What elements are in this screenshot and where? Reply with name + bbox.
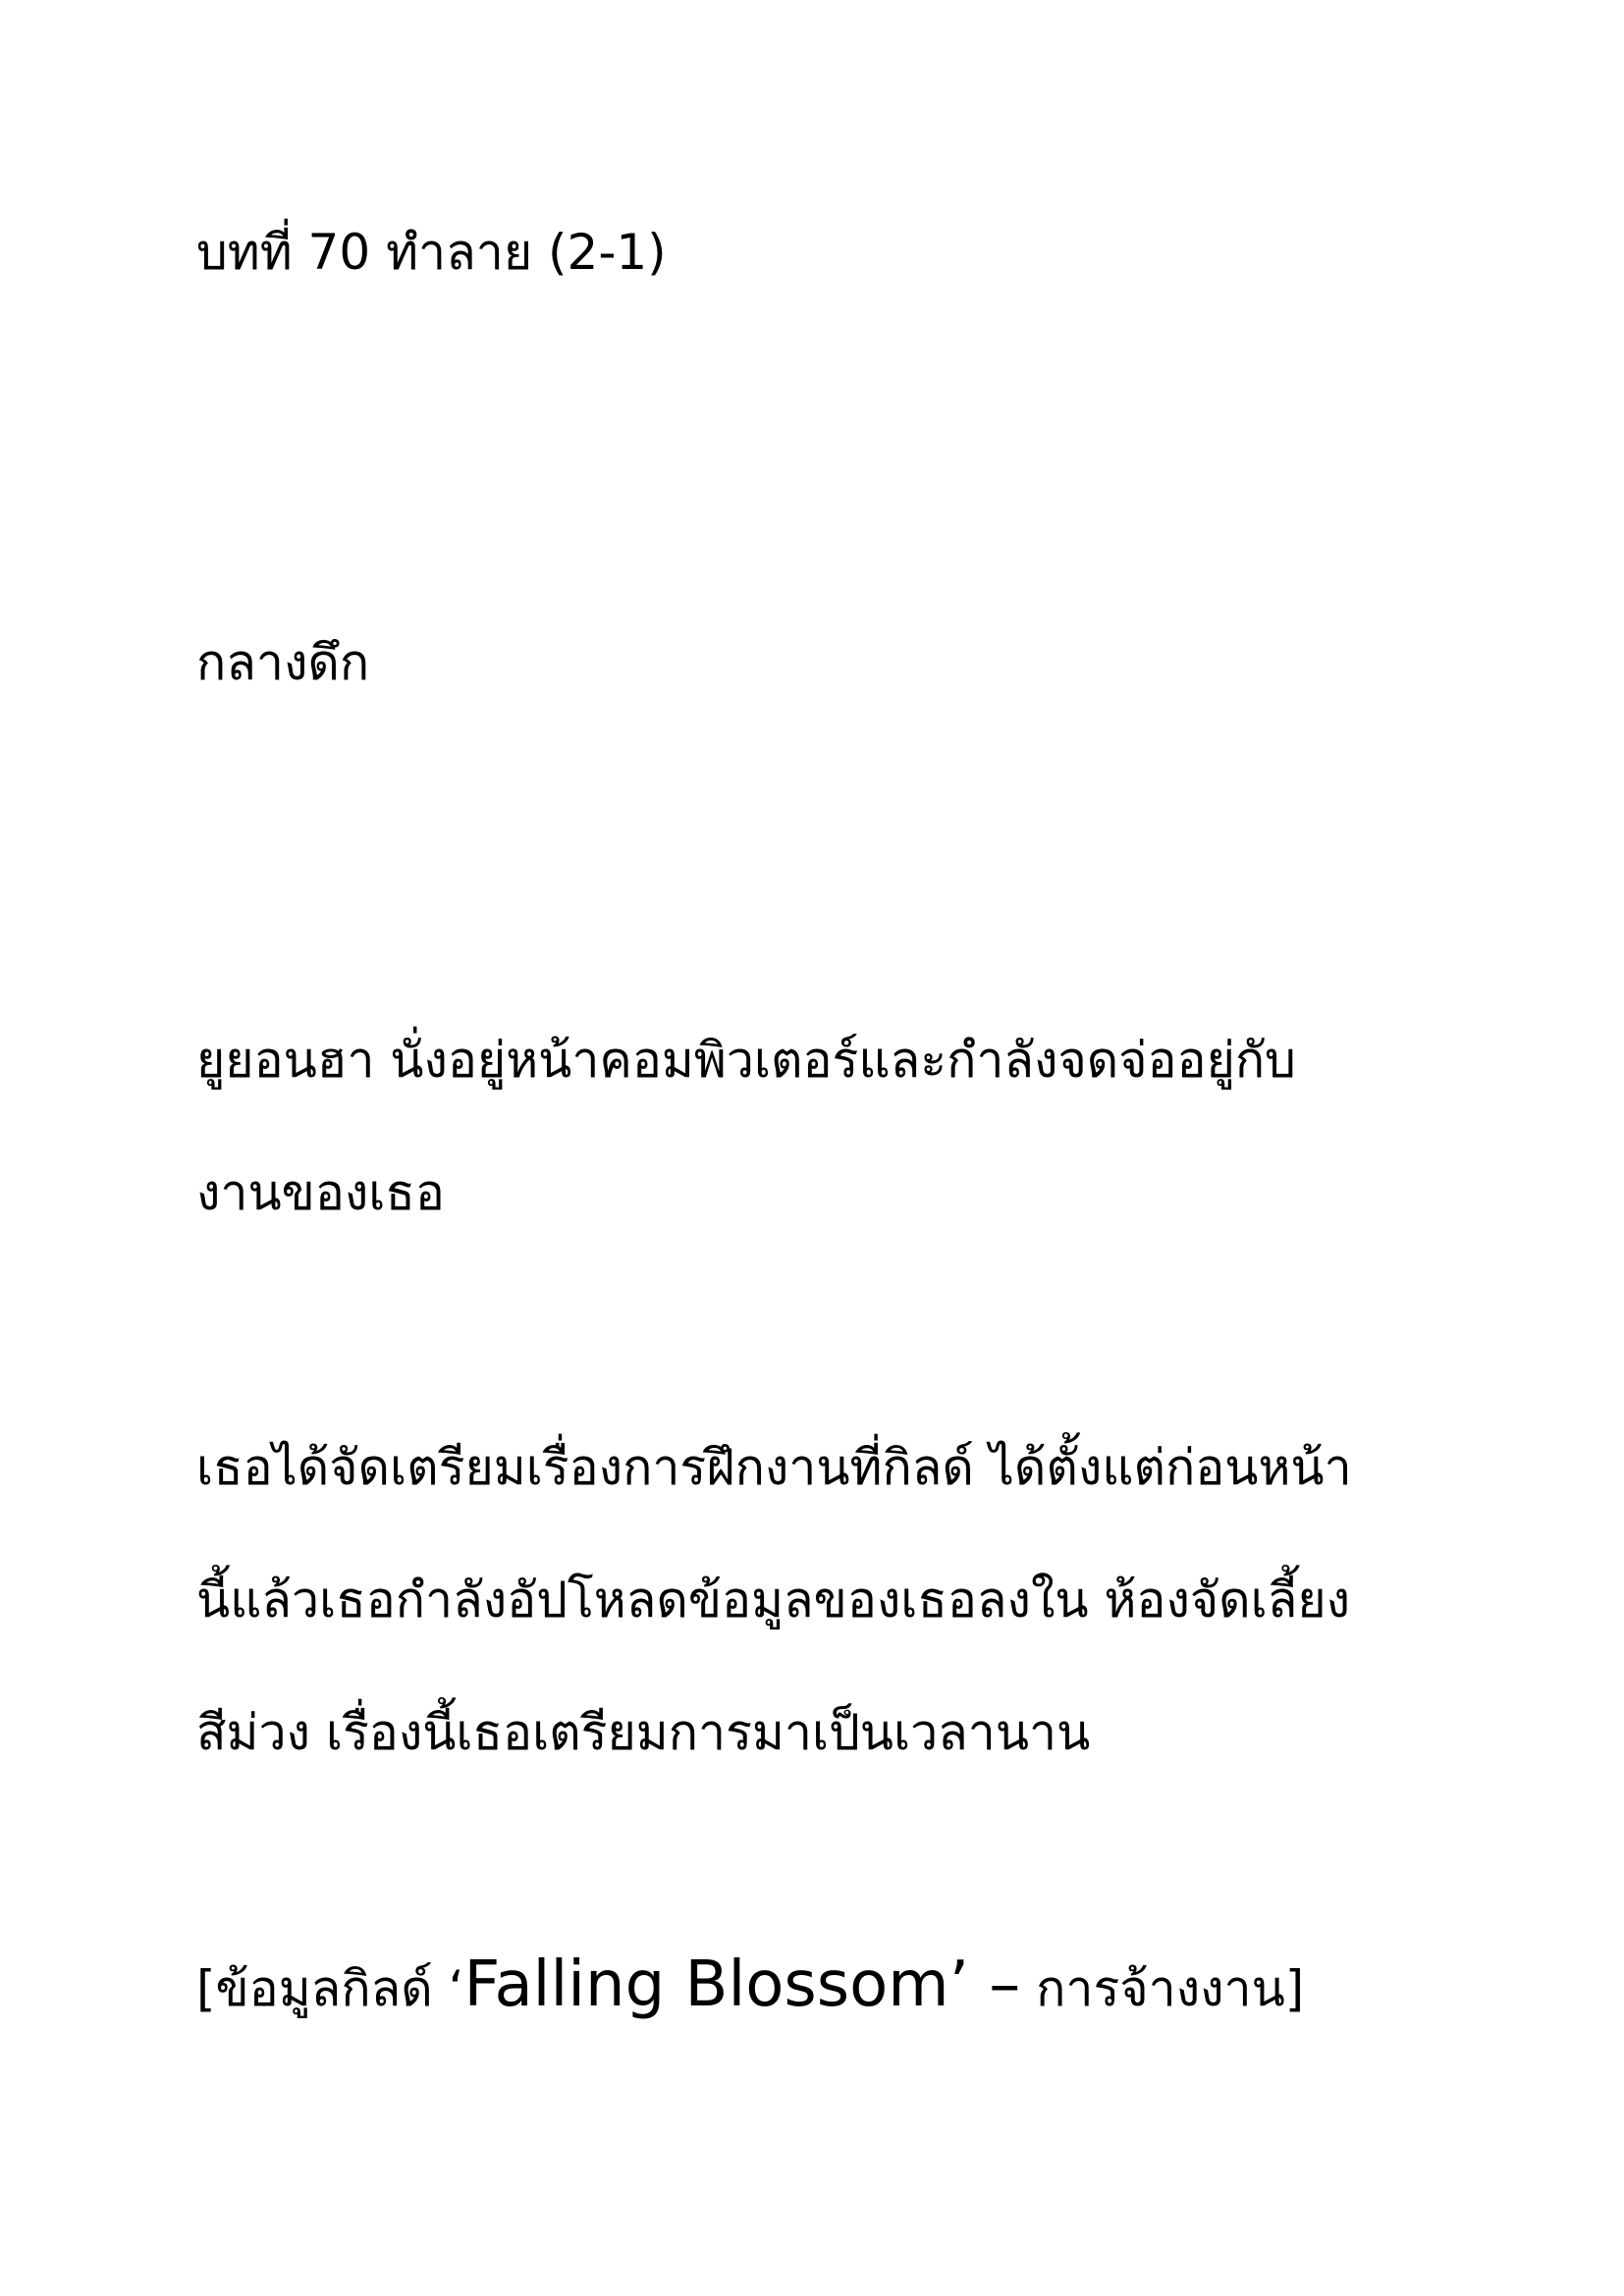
paragraph-2-line-2: นี้แล้วเธอกำลังอัปโหลดข้อมูลของเธอลงใน ห้องจัดเลี้ยง [196, 1572, 1351, 1629]
chapter-title: บทที่ 70 ทำลาย (2-1) [196, 224, 667, 281]
paragraph-1-line-2: งานของเธอ [196, 1164, 445, 1221]
paragraph-1-line-1: ยูยอนฮา นั่งอยู่หน้าคอมพิวเตอร์และกำลังจดจ่ออยู่กับ [196, 1032, 1296, 1089]
guild-info-suffix: การจ้างงาน] [1020, 1960, 1305, 2017]
scene-time: กลางดึก [196, 634, 370, 691]
paragraph-2-line-3: สีม่วง เรื่องนี้เธอเตรียมการมาเป็นเวลานาน [196, 1704, 1091, 1761]
guild-name: Falling Blossom’ – [463, 1949, 1021, 2021]
paragraph-2-line-1: เธอได้จัดเตรียมเรื่องการฝึกงานที่กิลด์ ได้ตั้งแต่ก่อนหน้า [196, 1439, 1352, 1496]
guild-info-heading [196, 1949, 1305, 2021]
guild-info-prefix: [ข้อมูลกิลด์ ‘ [196, 1960, 464, 2017]
